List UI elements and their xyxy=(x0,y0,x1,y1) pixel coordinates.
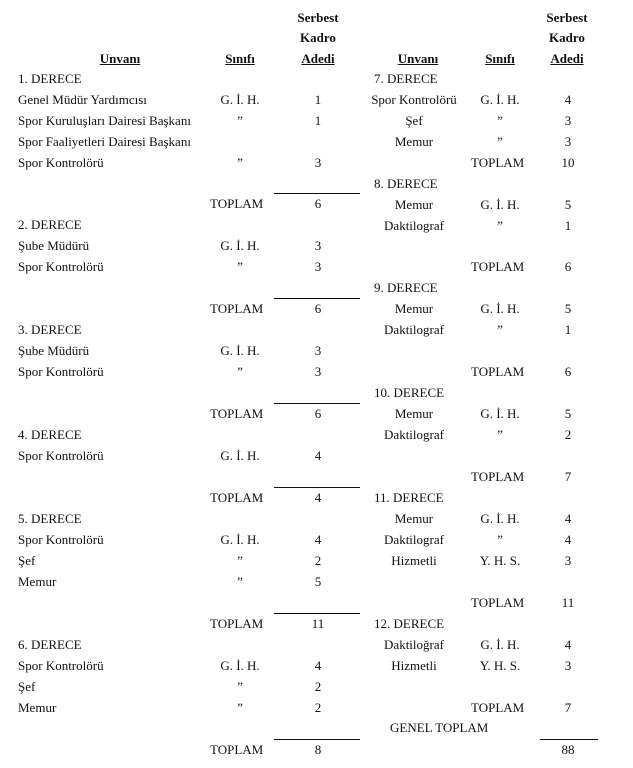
d7-row2-count: 3 xyxy=(564,113,572,128)
d7-row3-class: ” xyxy=(497,134,503,149)
d12-row2-class: Y. H. S. xyxy=(479,658,521,673)
d7-total-label: TOPLAM xyxy=(471,155,525,170)
d3-row2-name: Spor Kontrolörü xyxy=(18,364,104,379)
d2-row2-class: ” xyxy=(237,259,243,274)
grand-total-rule xyxy=(540,739,598,740)
grand-total-value: 88 xyxy=(561,742,575,757)
d11-row1-class: G. İ. H. xyxy=(480,511,520,526)
d10-row2-name: Daktilograf xyxy=(384,427,444,442)
degree-10-title: 10. DERECE xyxy=(374,385,445,400)
d6-row1-name: Spor Kontrolörü xyxy=(18,658,104,673)
d12-total-value: 7 xyxy=(564,700,572,715)
d8-row1-name: Memur xyxy=(394,197,434,212)
d7-row1-count: 4 xyxy=(564,92,572,107)
d5-row2-count: 2 xyxy=(314,553,322,568)
d3-row2-class: ” xyxy=(237,364,243,379)
d9-total-value: 6 xyxy=(564,364,572,379)
d5-row3-name: Memur xyxy=(18,574,57,589)
d11-row3-count: 3 xyxy=(564,553,572,568)
d1-row2-class: ” xyxy=(237,113,243,128)
d4-row1-count: 4 xyxy=(314,448,322,463)
d12-row2-name: Hizmetli xyxy=(391,658,437,673)
d6-row1-count: 4 xyxy=(314,658,322,673)
d2-total-label: TOPLAM xyxy=(210,301,264,316)
grand-total-label: GENEL TOPLAM xyxy=(390,720,489,735)
d8-row1-class: G. İ. H. xyxy=(480,197,520,212)
d11-row2-class: ” xyxy=(497,532,503,547)
d1-row4-count: 3 xyxy=(314,155,322,170)
d1-row1-class: G. İ. H. xyxy=(220,92,260,107)
d3-row2-count: 3 xyxy=(314,364,322,379)
d8-row2-name: Daktilograf xyxy=(384,218,444,233)
d10-total-value: 7 xyxy=(564,469,572,484)
d1-row4-class: ” xyxy=(237,155,243,170)
d5-total-value: 11 xyxy=(311,616,325,631)
d12-row1-name: Daktiloğraf xyxy=(384,637,444,652)
d5-total-rule xyxy=(274,613,360,614)
d5-row1-count: 4 xyxy=(314,532,322,547)
header-count-line2-right: Kadro xyxy=(549,30,585,45)
header-count-line2: Kadro xyxy=(300,30,336,45)
d1-total-value: 6 xyxy=(314,196,322,211)
d7-row3-count: 3 xyxy=(564,134,572,149)
d10-total-label: TOPLAM xyxy=(471,469,525,484)
d11-row2-name: Daktilograf xyxy=(384,532,444,547)
d9-row1-count: 5 xyxy=(564,301,572,316)
d10-row1-name: Memur xyxy=(394,406,434,421)
d9-row2-name: Daktilograf xyxy=(384,322,444,337)
d5-row1-name: Spor Kontrolörü xyxy=(18,532,104,547)
header-count-line1: Serbest xyxy=(297,10,339,25)
degree-7-title: 7. DERECE xyxy=(374,71,438,86)
d1-total-label: TOPLAM xyxy=(210,196,264,211)
d5-row2-class: ” xyxy=(237,553,243,568)
d6-total-label: TOPLAM xyxy=(210,742,264,757)
d2-row1-name: Şube Müdürü xyxy=(18,238,90,253)
header-class-right: Sınıfı xyxy=(485,51,515,66)
degree-12-title: 12. DERECE xyxy=(374,616,445,631)
d4-total-value: 4 xyxy=(314,490,322,505)
d8-total-label: TOPLAM xyxy=(471,259,525,274)
d7-total-value: 10 xyxy=(561,155,575,170)
d7-row1-name: Spor Kontrolörü xyxy=(371,92,457,107)
d6-total-rule xyxy=(274,739,360,740)
d11-total-value: 11 xyxy=(561,595,575,610)
degree-8-title: 8. DERECE xyxy=(374,176,438,191)
d3-total-rule xyxy=(274,403,360,404)
d10-row1-class: G. İ. H. xyxy=(480,406,520,421)
d8-total-value: 6 xyxy=(564,259,572,274)
d1-row2-name: Spor Kuruluşları Dairesi Başkanı xyxy=(18,113,191,128)
d6-row3-count: 2 xyxy=(314,700,322,715)
d7-row2-name: Şef xyxy=(405,113,423,128)
d6-row2-name: Şef xyxy=(18,679,36,694)
d11-row3-name: Hizmetli xyxy=(391,553,437,568)
d6-row2-class: ” xyxy=(237,679,243,694)
d8-row1-count: 5 xyxy=(564,197,572,212)
degree-9-title: 9. DERECE xyxy=(374,280,438,295)
header-title-left: Unvanı xyxy=(99,51,141,66)
d9-row1-name: Memur xyxy=(394,301,434,316)
d1-row1-name: Genel Müdür Yardımcısı xyxy=(18,92,147,107)
d6-row3-name: Memur xyxy=(18,700,57,715)
d7-row2-class: ” xyxy=(497,113,503,128)
d4-total-label: TOPLAM xyxy=(210,490,264,505)
d11-total-label: TOPLAM xyxy=(471,595,525,610)
d1-total-rule xyxy=(274,193,360,194)
d6-row2-count: 2 xyxy=(314,679,322,694)
degree-4-title: 4. DERECE xyxy=(18,427,82,442)
d2-row1-class: G. İ. H. xyxy=(220,238,260,253)
d5-row1-class: G. İ. H. xyxy=(220,532,260,547)
degree-3-title: 3. DERECE xyxy=(18,322,82,337)
d4-total-rule xyxy=(274,487,360,488)
d10-row2-class: ” xyxy=(497,427,503,442)
d10-row2-count: 2 xyxy=(564,427,572,442)
d12-total-label: TOPLAM xyxy=(471,700,525,715)
d8-row2-count: 1 xyxy=(564,218,572,233)
d1-row4-name: Spor Kontrolörü xyxy=(18,155,104,170)
header-count-line3: Adedi xyxy=(301,51,335,66)
d4-row1-name: Spor Kontrolörü xyxy=(18,448,104,463)
header-count-line1-right: Serbest xyxy=(546,10,588,25)
d3-row1-name: Şube Müdürü xyxy=(18,343,90,358)
d12-row1-count: 4 xyxy=(564,637,572,652)
d10-row1-count: 5 xyxy=(564,406,572,421)
d5-row2-name: Şef xyxy=(18,553,36,568)
d12-row2-count: 3 xyxy=(564,658,572,673)
degree-1-title: 1. DERECE xyxy=(18,71,82,86)
d11-row3-class: Y. H. S. xyxy=(479,553,521,568)
d5-total-label: TOPLAM xyxy=(210,616,264,631)
header-class-left: Sınıfı xyxy=(225,51,255,66)
header-count-line3-right: Adedi xyxy=(550,51,584,66)
d5-row3-class: ” xyxy=(237,574,243,589)
d2-total-rule xyxy=(274,298,360,299)
degree-11-title: 11. DERECE xyxy=(374,490,444,505)
d8-row2-class: ” xyxy=(497,218,503,233)
header-title-right: Unvanı xyxy=(397,51,439,66)
d3-row1-class: G. İ. H. xyxy=(220,343,260,358)
d6-total-value: 8 xyxy=(314,742,322,757)
d9-total-label: TOPLAM xyxy=(471,364,525,379)
d11-row2-count: 4 xyxy=(564,532,572,547)
d4-row1-class: G. İ. H. xyxy=(220,448,260,463)
d7-row1-class: G. İ. H. xyxy=(480,92,520,107)
degree-2-title: 2. DERECE xyxy=(18,217,82,232)
d5-row3-count: 5 xyxy=(314,574,322,589)
degree-6-title: 6. DERECE xyxy=(18,637,82,652)
d6-row1-class: G. İ. H. xyxy=(220,658,260,673)
d11-row1-count: 4 xyxy=(564,511,572,526)
d7-row3-name: Memur xyxy=(394,134,434,149)
d6-row3-class: ” xyxy=(237,700,243,715)
d2-total-value: 6 xyxy=(314,301,322,316)
d9-row2-class: ” xyxy=(497,322,503,337)
d2-row1-count: 3 xyxy=(314,238,322,253)
d9-row2-count: 1 xyxy=(564,322,572,337)
d1-row1-count: 1 xyxy=(314,92,322,107)
d2-row2-count: 3 xyxy=(314,259,322,274)
d11-row1-name: Memur xyxy=(394,511,434,526)
degree-5-title: 5. DERECE xyxy=(18,511,82,526)
d3-total-label: TOPLAM xyxy=(210,406,264,421)
d1-row3-name: Spor Faaliyetleri Dairesi Başkanı xyxy=(18,134,191,149)
d2-row2-name: Spor Kontrolörü xyxy=(18,259,104,274)
d3-total-value: 6 xyxy=(314,406,322,421)
d1-row2-count: 1 xyxy=(314,113,322,128)
d12-row1-class: G. İ. H. xyxy=(480,637,520,652)
d3-row1-count: 3 xyxy=(314,343,322,358)
d9-row1-class: G. İ. H. xyxy=(480,301,520,316)
